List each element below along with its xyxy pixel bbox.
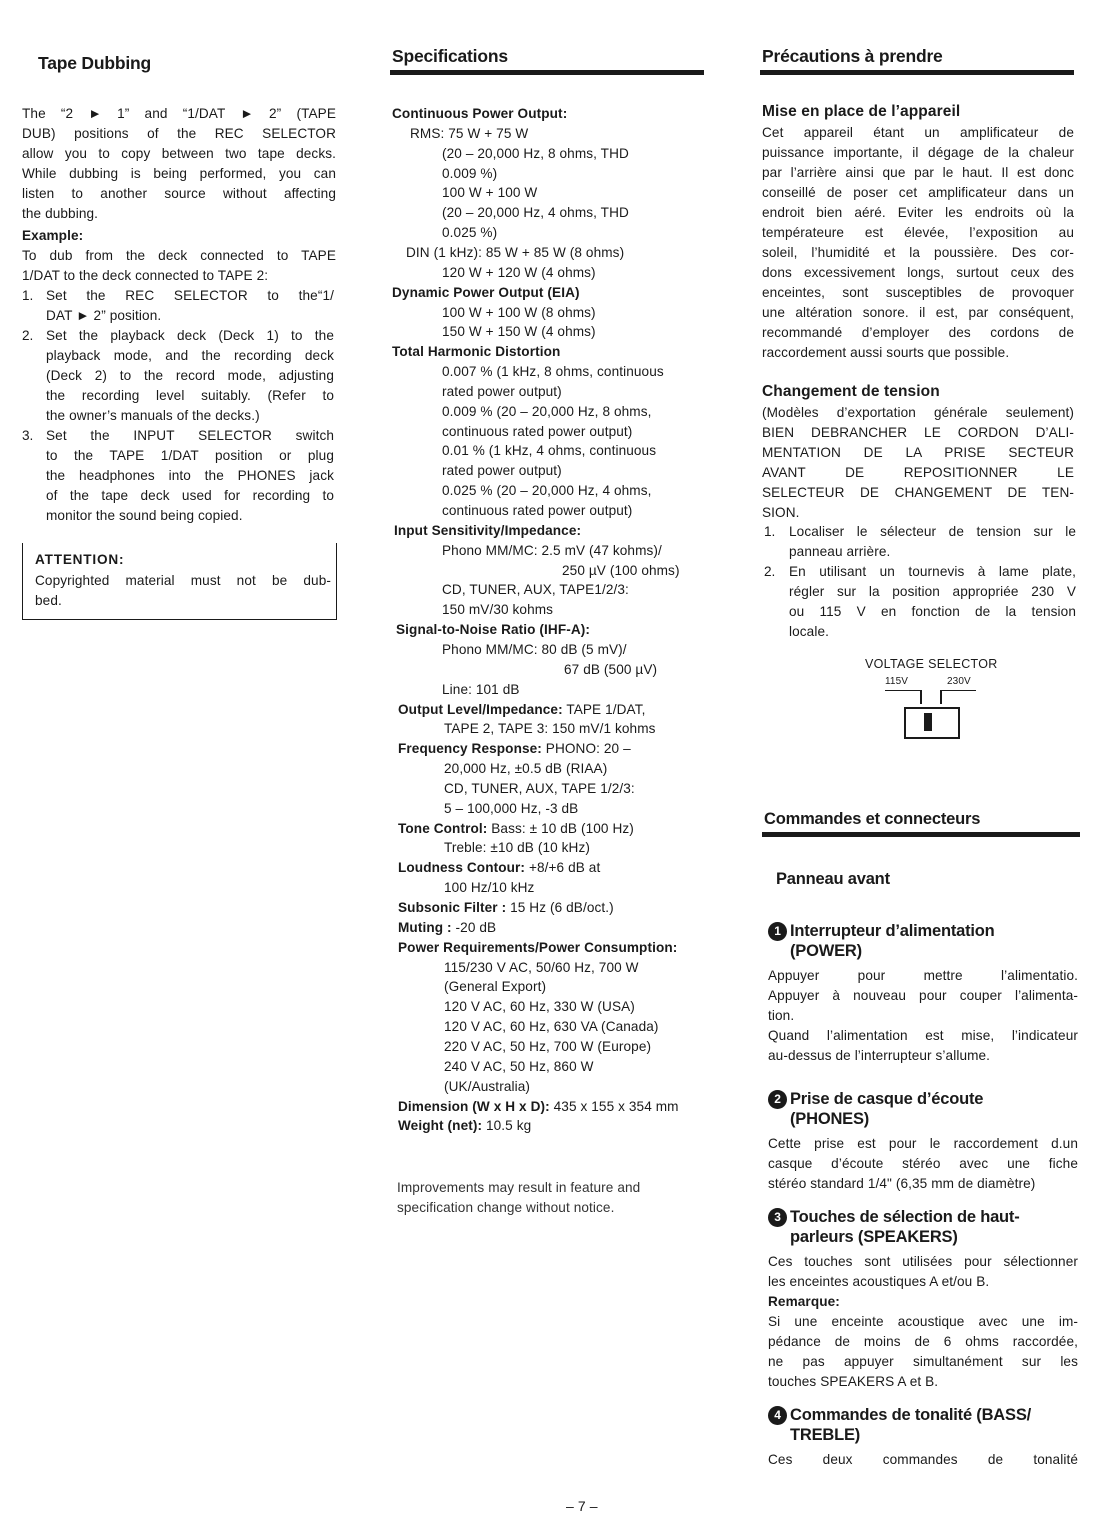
intro-line: While dubbing is being performed, you can bbox=[22, 166, 336, 181]
spec-line: 120 W + 120 W (4 ohms) bbox=[442, 264, 596, 280]
tape-dubbing-heading: Tape Dubbing bbox=[38, 53, 151, 73]
changement-tension-title: Changement de tension bbox=[762, 383, 940, 400]
spec-line: 240 V AC, 50 Hz, 860 W bbox=[444, 1058, 594, 1074]
voltage-115-label: 115V bbox=[885, 676, 909, 687]
step-line: En utilisant un tournevis à lame plate, bbox=[789, 564, 1076, 579]
intro-line: DUB) positions of the REC SELECTOR bbox=[22, 126, 336, 141]
example-label: Example: bbox=[22, 228, 84, 243]
control-description bbox=[768, 1252, 1078, 1392]
control-line: Quand l’alimentation est mise, l’indicateur bbox=[768, 1028, 1078, 1043]
change-line: AVANT DE REPOSITIONNER LE bbox=[762, 465, 1074, 480]
spec-line: 5 – 100,000 Hz, -3 dB bbox=[444, 800, 579, 816]
spec-line: 0.025 % (20 – 20,000 Hz, 4 ohms, bbox=[442, 483, 652, 499]
number-4-icon: 4 bbox=[768, 1406, 787, 1425]
spec-line: continuous rated power output) bbox=[442, 503, 633, 518]
mise-line: une altération sonore. il est, par conséquent, bbox=[762, 305, 1074, 320]
mise-line: températeure est élevée, l’exposition au bbox=[762, 225, 1074, 240]
spec-line: rated power output) bbox=[442, 463, 562, 479]
spec-line: RMS: 75 W + 75 W bbox=[410, 125, 529, 141]
spec-line: 220 V AC, 50 Hz, 700 W (Europe) bbox=[444, 1038, 652, 1054]
change-line: (Modèles d’exportation générale seulement) bbox=[762, 405, 1074, 420]
specification-note bbox=[397, 1178, 707, 1218]
remark-line: Si une enceinte acoustique avec une im- bbox=[768, 1314, 1078, 1329]
step-line: DAT ► 2” position. bbox=[46, 308, 162, 323]
spec-line: Dimension (W x H x D): 435 x 155 x 354 mm bbox=[398, 1098, 679, 1114]
control-title: 3 Touches de sélection de haut- bbox=[768, 1208, 1020, 1227]
control-line: tion. bbox=[768, 1008, 795, 1023]
tape-dubbing-intro bbox=[22, 104, 336, 224]
number-3-icon: 3 bbox=[768, 1208, 787, 1227]
diagram-tick-230 bbox=[940, 690, 942, 704]
spec-line: Dynamic Power Output (EIA) bbox=[392, 284, 580, 300]
mise-line: dons excessivement longs, surtout ceux des bbox=[762, 265, 1074, 280]
control-line: Cette prise est pour le raccordement d.un bbox=[768, 1136, 1078, 1151]
mise-line: recommandé d’employer des cordons de bbox=[762, 325, 1074, 340]
spec-line: 100 W + 100 W (8 ohms) bbox=[442, 304, 596, 320]
attention-line: Copyrighted material must not be dub- bbox=[35, 573, 331, 588]
spec-line: 120 V AC, 60 Hz, 630 VA (Canada) bbox=[444, 1019, 659, 1035]
step-text bbox=[789, 562, 1076, 642]
attention-title: ATTENTION: bbox=[35, 552, 125, 567]
spec-line: Phono MM/MC: 80 dB (5 mV)/ bbox=[442, 641, 627, 657]
spec-line: Power Requirements/Power Consumption: bbox=[398, 939, 678, 955]
spec-line: TAPE 2, TAPE 3: 150 mV/1 kohms bbox=[444, 721, 656, 737]
change-line: SELECTEUR DE CHANGEMENT DE TEN- bbox=[762, 485, 1074, 500]
spec-line: continuous rated power output) bbox=[442, 423, 633, 439]
control-line: casque d’écoute stéréo avec une fiche bbox=[768, 1156, 1078, 1171]
spec-line: (UK/Australia) bbox=[444, 1078, 531, 1094]
control-title: 2 Prise de casque d’écoute bbox=[768, 1090, 983, 1109]
mise-en-place-title: Mise en place de l’appareil bbox=[762, 103, 961, 120]
note-line: Improvements may result in feature and bbox=[397, 1180, 641, 1195]
spec-line: 250 µV (100 ohms) bbox=[562, 562, 680, 578]
step-line: ou 115 V en fonction de la tension bbox=[789, 604, 1076, 619]
step-text bbox=[46, 326, 334, 426]
spec-label: Muting : bbox=[398, 919, 452, 935]
spec-label: Subsonic Filter : bbox=[398, 900, 507, 915]
spec-line: 120 V AC, 60 Hz, 330 W (USA) bbox=[444, 999, 635, 1015]
voltage-selector-switch bbox=[904, 707, 960, 739]
remark-line: touches SPEAKERS A et B. bbox=[768, 1374, 939, 1389]
diagram-line-230 bbox=[940, 690, 976, 691]
spec-line: 0.009 %) bbox=[442, 165, 498, 181]
spec-line: Output Level/Impedance: TAPE 1/DAT, bbox=[398, 701, 646, 717]
attention-text bbox=[35, 571, 331, 611]
spec-line: Tone Control: Bass: ± 10 dB (100 Hz) bbox=[398, 820, 634, 836]
remark-line: pédance de moins de 6 ohms raccordée, bbox=[768, 1334, 1078, 1349]
step-line: (Deck 2) to the record mode, adjusting bbox=[46, 368, 334, 383]
step-line: the recording level suitably. (Refer to bbox=[46, 388, 334, 403]
spec-label: Weight (net): bbox=[398, 1118, 483, 1134]
intro-line: the dubbing. bbox=[22, 206, 99, 221]
change-line: BIEN DEBRANCHER LE CORDON D’ALI- bbox=[762, 425, 1074, 440]
spec-line: Total Harmonic Distortion bbox=[392, 344, 561, 360]
step-number: 2. bbox=[22, 328, 34, 343]
spec-label: Output Level/Impedance: bbox=[398, 701, 563, 717]
note-line: specification change without notice. bbox=[397, 1200, 615, 1215]
number-2-icon: 2 bbox=[768, 1090, 787, 1109]
control-subtitle: TREBLE) bbox=[790, 1426, 861, 1444]
spec-line: CD, TUNER, AUX, TAPE 1/2/3: bbox=[444, 780, 635, 796]
mise-line: conseillé de poser cet amplificateur dans un bbox=[762, 185, 1074, 200]
control-line: les enceintes acoustiques A et/ou B. bbox=[768, 1274, 990, 1289]
spec-label: Frequency Response: bbox=[398, 741, 542, 757]
spec-line: (20 – 20,000 Hz, 4 ohms, THD bbox=[442, 205, 629, 221]
spec-line: Loudness Contour: +8/+6 dB at bbox=[398, 860, 601, 876]
example-line: 1/DAT to the deck connected to TAPE 2: bbox=[22, 268, 269, 283]
mise-line: puissance importante, il dégage de la chaleur bbox=[762, 145, 1074, 160]
control-line: Appuyer pour mettre l’alimentatio. bbox=[768, 968, 1078, 983]
spec-line: (20 – 20,000 Hz, 8 ohms, THD bbox=[442, 145, 629, 161]
commandes-rule bbox=[762, 832, 1080, 837]
attention-line: bed. bbox=[35, 593, 62, 608]
step-line: Set the playback deck (Deck 1) to the bbox=[46, 328, 334, 343]
control-line: Ces touches sont utilisées pour sélectionner bbox=[768, 1254, 1078, 1269]
spec-line: Continuous Power Output: bbox=[392, 106, 568, 121]
panneau-avant-title: Panneau avant bbox=[776, 870, 890, 888]
commandes-heading: Commandes et connecteurs bbox=[764, 810, 981, 828]
step-line: régler sur la position appropriée 230 V bbox=[789, 584, 1076, 599]
step-line: the headphones into the PHONES jack bbox=[46, 468, 334, 483]
step-number: 3. bbox=[22, 428, 34, 443]
step-text bbox=[46, 286, 334, 326]
spec-line: 0.009 % (20 – 20,000 Hz, 8 ohms, bbox=[442, 403, 652, 419]
step-line: the owner’s manuals of the decks.) bbox=[46, 408, 260, 423]
spec-line: 115/230 V AC, 50/60 Hz, 700 W bbox=[444, 959, 639, 975]
spec-line: Line: 101 dB bbox=[442, 681, 520, 697]
spec-line: 0.025 %) bbox=[442, 225, 498, 241]
spec-line: Muting : -20 dB bbox=[398, 919, 497, 935]
step-line: of the tape deck used for recording to bbox=[46, 488, 334, 503]
spec-line: rated power output) bbox=[442, 383, 562, 399]
precautions-rule bbox=[760, 70, 1074, 75]
control-subtitle: (POWER) bbox=[790, 942, 862, 960]
specifications-heading: Specifications bbox=[392, 46, 508, 66]
control-line: stéréo standard 1/4" (6,35 mm de diamètre) bbox=[768, 1176, 1036, 1191]
control-description bbox=[768, 1450, 1078, 1470]
spec-line: 100 Hz/10 kHz bbox=[444, 880, 535, 896]
mise-line: par l’arrière ainsi que par le haut. Il est donc bbox=[762, 165, 1074, 180]
step-line: Localiser le sélecteur de tension sur le bbox=[789, 524, 1076, 539]
step-number: 1. bbox=[22, 288, 34, 303]
spec-line: Phono MM/MC: 2.5 mV (47 kohms)/ bbox=[442, 542, 662, 558]
spec-line: Frequency Response: PHONO: 20 – bbox=[398, 741, 631, 757]
mise-en-place-text bbox=[762, 123, 1074, 363]
spec-label: Dimension (W x H x D): bbox=[398, 1098, 550, 1114]
control-line: au-dessus de l’interrupteur s’allume. bbox=[768, 1048, 991, 1063]
mise-line: Cet appareil étant un amplificateur de bbox=[762, 125, 1074, 140]
step-line: panneau arrière. bbox=[789, 544, 891, 559]
control-title: 4 Commandes de tonalité (BASS/ bbox=[768, 1406, 1031, 1425]
step-line: Set the INPUT SELECTOR switch bbox=[46, 428, 334, 443]
voltage-230-label: 230V bbox=[947, 676, 971, 687]
step-number: 2. bbox=[764, 564, 776, 579]
precautions-heading: Précautions à prendre bbox=[762, 46, 943, 66]
specifications-rule bbox=[390, 70, 704, 75]
changement-tension-text bbox=[762, 403, 1074, 523]
spec-line: Input Sensitivity/Impedance: bbox=[394, 522, 582, 538]
diagram-line-115 bbox=[885, 690, 921, 691]
intro-line: listen to another source without affecting bbox=[22, 186, 336, 201]
spec-line: 0.01 % (1 kHz, 4 ohms, continuous bbox=[442, 443, 657, 459]
mise-line: endroit bien aéré. Eviter les endroits où la bbox=[762, 205, 1074, 220]
intro-line: allow you to copy between two tape decks. bbox=[22, 146, 336, 161]
step-text bbox=[789, 522, 1076, 562]
spec-label: Loudness Contour: bbox=[398, 860, 526, 876]
step-text bbox=[46, 426, 334, 526]
control-description bbox=[768, 1134, 1078, 1194]
spec-line: Subsonic Filter : 15 Hz (6 dB/oct.) bbox=[398, 900, 614, 915]
number-1-icon: 1 bbox=[768, 922, 787, 941]
step-line: playback mode, and the recording deck bbox=[46, 348, 334, 363]
spec-line: DIN (1 kHz): 85 W + 85 W (8 ohms) bbox=[406, 244, 625, 260]
spec-line: Weight (net): 10.5 kg bbox=[398, 1118, 532, 1134]
page-number: – 7 – bbox=[566, 1498, 598, 1514]
spec-line: 20,000 Hz, ±0.5 dB (RIAA) bbox=[444, 761, 608, 777]
step-line: monitor the sound being copied. bbox=[46, 508, 243, 523]
intro-line: The “2 ► 1” and “1/DAT ► 2” (TAPE bbox=[22, 106, 336, 121]
control-subtitle: parleurs (SPEAKERS) bbox=[790, 1228, 958, 1246]
spec-line: 67 dB (500 µV) bbox=[564, 661, 658, 677]
control-line: Ces deux commandes de tonalité bbox=[768, 1452, 1078, 1467]
spec-line: Treble: ±10 dB (10 kHz) bbox=[444, 840, 591, 856]
mise-line: enceintes, sont susceptibles de provoquer bbox=[762, 285, 1074, 300]
change-line: MENTATION DE LA PRISE SECTEUR bbox=[762, 445, 1074, 460]
control-description bbox=[768, 966, 1078, 1066]
spec-line: 150 mV/30 kohms bbox=[442, 602, 554, 618]
voltage-selector-knob bbox=[924, 713, 932, 731]
mise-line: raccordement aussi sourts que possible. bbox=[762, 345, 1010, 360]
spec-line: (General Export) bbox=[444, 979, 547, 995]
spec-line: Signal-to-Noise Ratio (IHF-A): bbox=[396, 622, 591, 638]
example-line: To dub from the deck connected to TAPE bbox=[22, 248, 336, 263]
control-title: 1 Interrupteur d’alimentation bbox=[768, 922, 995, 941]
diagram-tick-115 bbox=[920, 690, 922, 704]
example-text bbox=[22, 246, 336, 286]
step-number: 1. bbox=[764, 524, 776, 539]
remark-line: ne pas appuyer simultanément sur les bbox=[768, 1354, 1078, 1369]
step-line: to the TAPE 1/DAT position or plug bbox=[46, 448, 334, 463]
spec-label: Tone Control: bbox=[398, 820, 488, 836]
spec-line: 150 W + 150 W (4 ohms) bbox=[442, 324, 596, 340]
control-subtitle: (PHONES) bbox=[790, 1110, 870, 1128]
step-line: locale. bbox=[789, 624, 829, 639]
remark-label: Remarque: bbox=[768, 1294, 840, 1309]
change-line: SION. bbox=[762, 505, 800, 520]
mise-line: soleil, l’humidité et la poussière. Des cor- bbox=[762, 245, 1074, 260]
spec-line: 0.007 % (1 kHz, 8 ohms, continuous bbox=[442, 364, 664, 380]
voltage-selector-label: VOLTAGE SELECTOR bbox=[865, 657, 998, 671]
step-line: Set the REC SELECTOR to the“1/ bbox=[46, 288, 334, 303]
spec-line: 100 W + 100 W bbox=[442, 185, 538, 201]
spec-line: CD, TUNER, AUX, TAPE1/2/3: bbox=[442, 582, 629, 598]
control-line: Appuyer à nouveau pour couper l’alimenta- bbox=[768, 988, 1078, 1003]
